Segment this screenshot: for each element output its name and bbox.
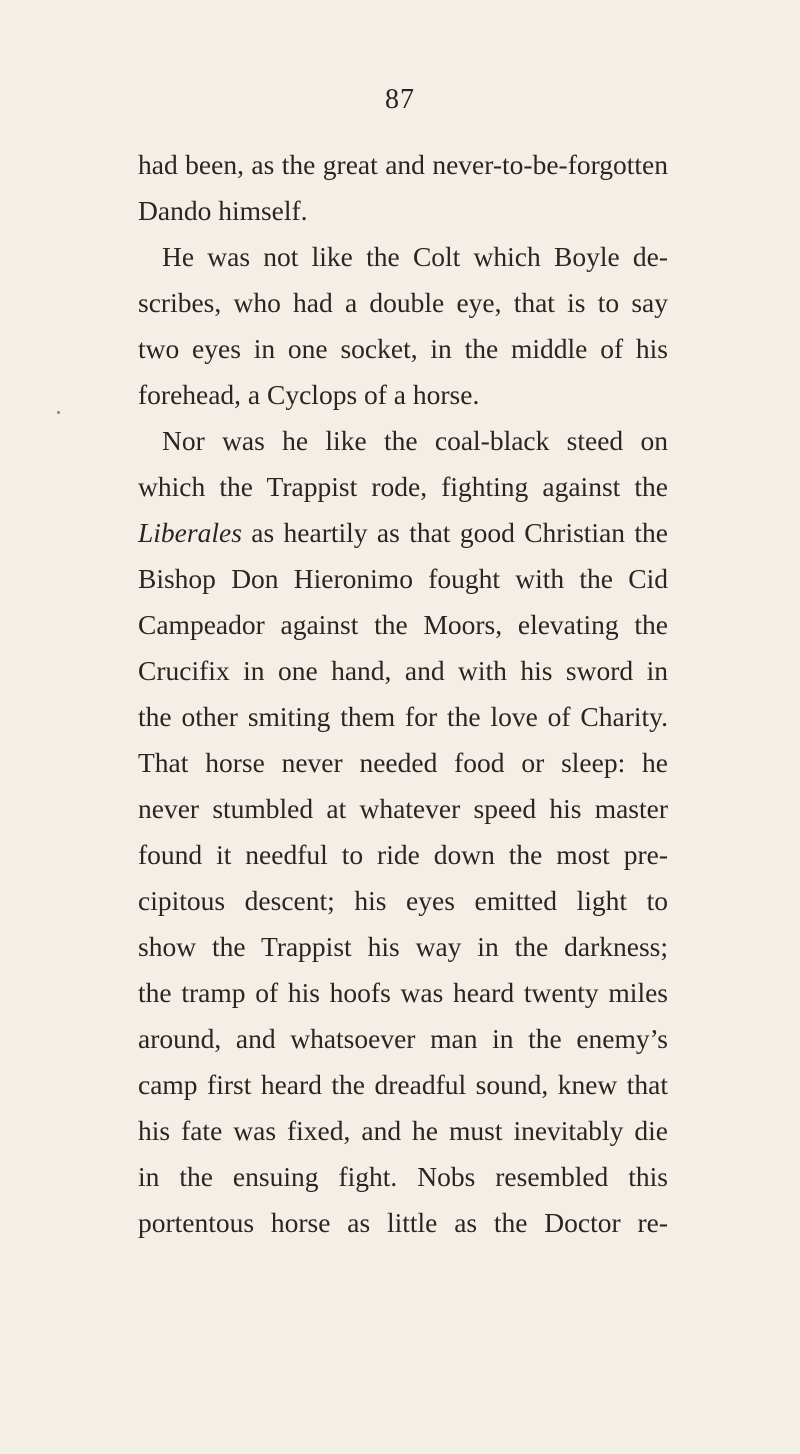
text-line bbox=[138, 786, 668, 832]
text-line bbox=[138, 602, 668, 648]
text-line bbox=[138, 694, 668, 740]
text-line bbox=[138, 1154, 668, 1200]
italic-text-segment: Liberales bbox=[138, 517, 242, 548]
text-line bbox=[138, 1016, 668, 1062]
text-segment: He was not like the Colt which Boyle de- bbox=[162, 241, 668, 272]
text-segment: forehead, a Cyclops of a horse. bbox=[138, 379, 480, 410]
text-line bbox=[138, 326, 668, 372]
text-segment: in the ensuing fight. Nobs resembled this bbox=[138, 1161, 668, 1192]
text-line bbox=[138, 372, 668, 418]
text-segment: two eyes in one socket, in the middle of his bbox=[138, 333, 668, 364]
text-line bbox=[138, 556, 668, 602]
text-segment: had been, as the great and never-to-be-forgotten bbox=[138, 149, 668, 180]
text-segment: show the Trappist his way in the darkness; bbox=[138, 931, 668, 962]
margin-speck bbox=[57, 411, 60, 414]
text-segment: the other smiting them for the love of Charity. bbox=[138, 701, 668, 732]
text-segment: as heartily as that good Christian the bbox=[241, 517, 668, 548]
text-line bbox=[138, 832, 668, 878]
text-line bbox=[138, 188, 668, 234]
text-line bbox=[138, 510, 668, 556]
text-segment: the tramp of his hoofs was heard twenty miles bbox=[138, 977, 668, 1008]
text-line bbox=[138, 418, 668, 464]
text-segment: which the Trappist rode, fighting against the bbox=[138, 471, 668, 502]
page-number: 87 bbox=[385, 84, 415, 115]
text-line bbox=[138, 280, 668, 326]
text-line bbox=[138, 1200, 668, 1246]
text-line bbox=[138, 740, 668, 786]
text-line bbox=[138, 464, 668, 510]
text-segment: camp first heard the dreadful sound, knew that bbox=[138, 1069, 668, 1100]
text-segment: Bishop Don Hieronimo fought with the Cid bbox=[138, 563, 668, 594]
text-segment: Crucifix in one hand, and with his sword in bbox=[138, 655, 668, 686]
text-line bbox=[138, 878, 668, 924]
text-line bbox=[138, 1062, 668, 1108]
text-line bbox=[138, 924, 668, 970]
text-segment: his fate was fixed, and he must inevitably die bbox=[138, 1115, 668, 1146]
text-segment: portentous horse as little as the Doctor re- bbox=[138, 1207, 668, 1238]
text-segment: around, and whatsoever man in the enemy’s bbox=[138, 1023, 668, 1054]
body-text bbox=[138, 142, 668, 1246]
text-segment: Nor was he like the coal-black steed on bbox=[162, 425, 668, 456]
text-line bbox=[138, 648, 668, 694]
text-segment: That horse never needed food or sleep: he bbox=[138, 747, 668, 778]
text-segment: scribes, who had a double eye, that is to say bbox=[138, 287, 668, 318]
text-segment: found it needful to ride down the most pre- bbox=[138, 839, 668, 870]
text-line bbox=[138, 970, 668, 1016]
text-line bbox=[138, 234, 668, 280]
text-line bbox=[138, 142, 668, 188]
text-line bbox=[138, 1108, 668, 1154]
text-segment: cipitous descent; his eyes emitted light to bbox=[138, 885, 668, 916]
text-segment: never stumbled at whatever speed his master bbox=[138, 793, 668, 824]
text-segment: Campeador against the Moors, elevating the bbox=[138, 609, 668, 640]
text-segment: Dando himself. bbox=[138, 195, 308, 226]
